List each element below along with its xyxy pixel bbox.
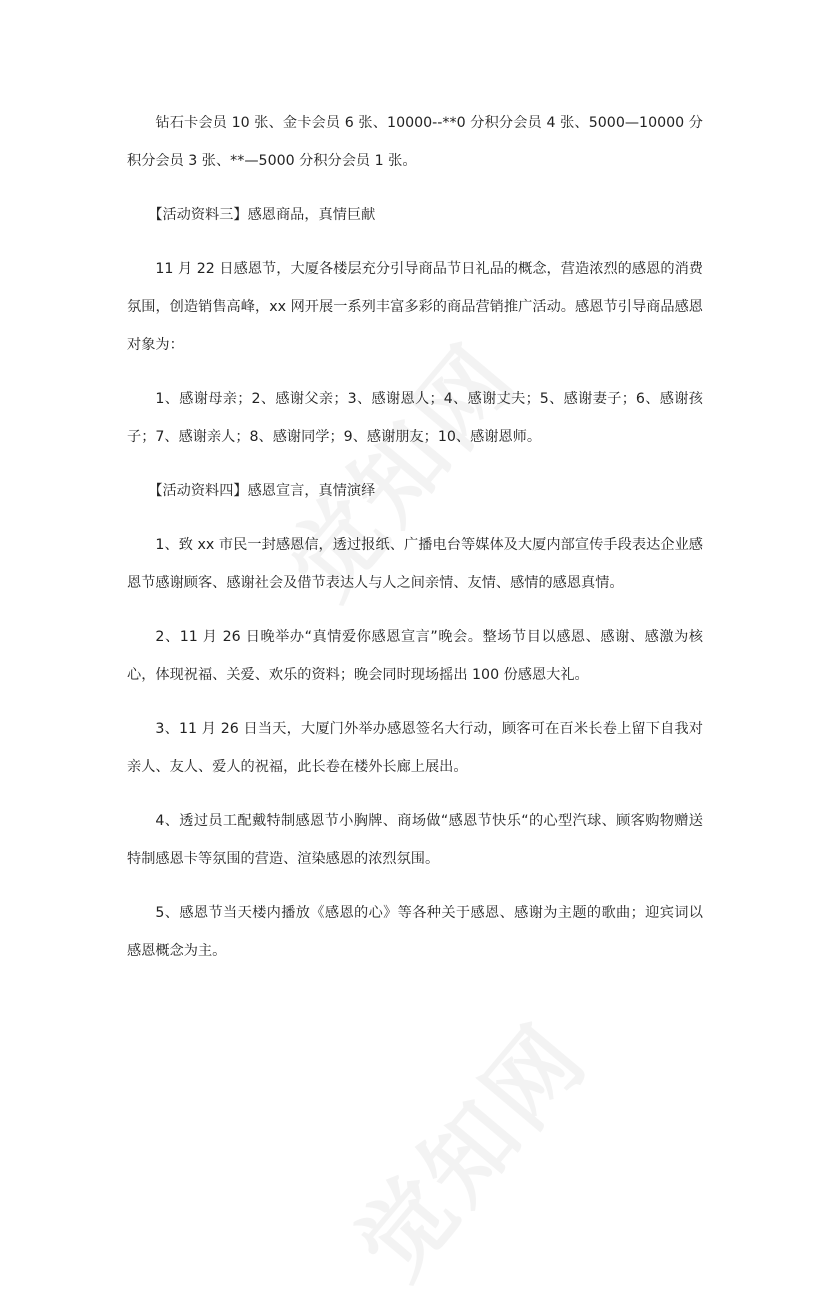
- paragraph-gratitude-targets: 1、感谢母亲；2、感谢父亲；3、感谢恩人；4、感谢丈夫；5、感谢妻子；6、感谢孩子；7、感谢亲人；8、感谢同学；9、感谢朋友；10、感谢恩师。: [127, 391, 703, 445]
- paragraph-item-3: 3、11 月 26 日当天，大厦门外举办感恩签名大行动，顾客可在百米长卷上留下自我对亲人、友人、爱人的祝福，此长卷在楼外长廊上展出。: [127, 721, 703, 775]
- paragraph-item-1: 1、致 xx 市民一封感恩信，透过报纸、广播电台等媒体及大厦内部宣传手段表达企业感恩节感谢顾客、感谢社会及借节表达人与人之间亲情、友情、感情的感恩真情。: [127, 537, 703, 591]
- watermark: [322, 991, 612, 1301]
- paragraph-membership-prizes: 钻石卡会员 10 张、金卡会员 6 张、10000--**0 分积分会员 4 张、5000—10000 分积分会员 3 张、**—5000 分积分会员 1 张。: [127, 115, 703, 169]
- section-heading-three: 【活动资料三】感恩商品，真情巨献: [148, 207, 376, 223]
- paragraph-section-three-body: 11 月 22 日感恩节，大厦各楼层充分引导商品节日礼品的概念，营造浓烈的感恩的消费氛围，创造销售高峰，xx 网开展一系列丰富多彩的商品营销推广活动。感恩节引导商品感恩对象为：: [127, 261, 703, 353]
- document-body: [127, 104, 703, 986]
- section-heading-four: 【活动资料四】感恩宣言，真情演绎: [148, 483, 376, 499]
- paragraph-item-4: 4、透过员工配戴特制感恩节小胸牌、商场做“感恩节快乐“的心型汽球、顾客购物赠送特制感恩卡等氛围的营造、渲染感恩的浓烈氛围。: [127, 813, 703, 867]
- paragraph-item-5: 5、感恩节当天楼内播放《感恩的心》等各种关于感恩、感谢为主题的歌曲；迎宾词以感恩概念为主。: [127, 905, 703, 959]
- paragraph-item-2: 2、11 月 26 日晚举办“真情爱你感恩宣言”晚会。整场节目以感恩、感谢、感激为核心，体现祝福、关爱、欢乐的资料；晚会同时现场摇出 100 份感恩大礼。: [127, 629, 703, 683]
